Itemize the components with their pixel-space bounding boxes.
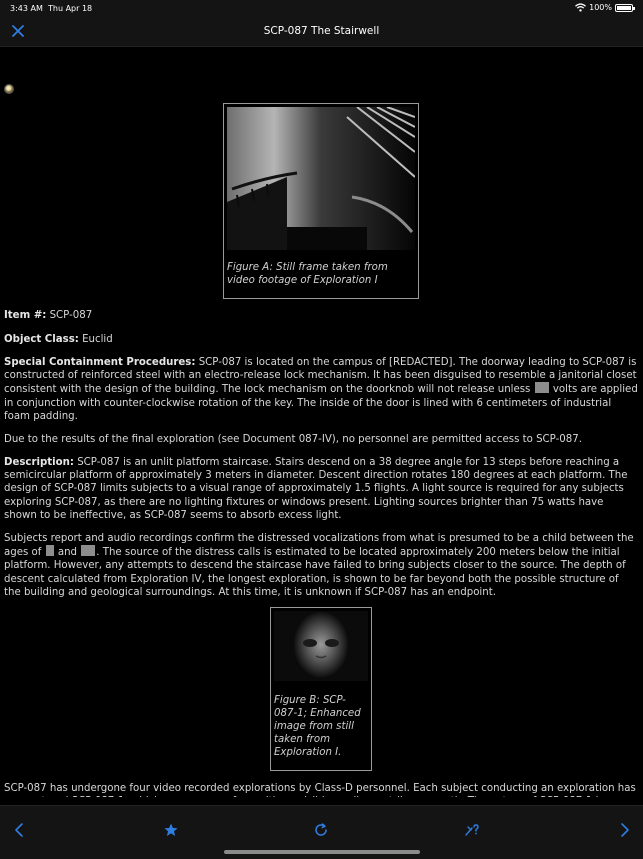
- bottom-toolbar: [0, 805, 643, 859]
- figure-a-caption: Figure A: Still frame taken from video footage of Exploration I: [227, 262, 388, 286]
- item-number: [4, 309, 638, 322]
- vocalizations-text-1: Subjects report and audio recordings confirm the distressed vocalizations from what is presumed to be a child between the ages of: [4, 533, 634, 559]
- rating-icon[interactable]: [4, 84, 14, 94]
- vocalizations-and: and: [57, 547, 78, 559]
- nav-bar: [0, 16, 643, 47]
- explorations-line-1: SCP-087 has undergone four video recorded explorations by Class-D personnel. Each subject conducting an exploration has: [4, 783, 636, 794]
- item-label: Item #:: [4, 310, 47, 321]
- wifi-icon: [575, 3, 586, 12]
- vocalizations-text-2: . The source of the distress calls is estimated to be located approximately 200 meters below the initial platform. However, any attempts to descend the staircase have failed to bring subjects closer to the source. The depth of descent calculated from Exploration IV, the longest exploration, is shown to be far beyond both the possible structure of the building and geological surroundings. At this time, it is unknown if SCP-087 has an endpoint.: [4, 547, 626, 598]
- face-photo: [274, 611, 368, 681]
- object-class-label: Object Class:: [4, 334, 79, 345]
- description-text: SCP-087 is an unlit platform staircase. Stairs descend on a 38 degree angle for 13 steps before reaching a semicircular platform of approximately 3 meters in diameter. Descent direction rotates 180 degrees at each platform. The design of SCP-087 limits subjects to a visual range of approximately 1.5 flights. A light source is required for any subjects exploring SCP-087, as there are no lighting fixtures or windows present. Lighting sources brighter than 75 watts have shown to be ineffective, as SCP-087 seems to absorb excess light.: [4, 457, 628, 521]
- stairwell-photo: [227, 107, 415, 250]
- chevron-left-icon[interactable]: [12, 822, 28, 838]
- containment-procedures: [4, 356, 638, 423]
- containment-label: Special Containment Procedures:: [4, 357, 196, 368]
- home-indicator[interactable]: [224, 850, 420, 854]
- description: [4, 456, 638, 522]
- refresh-icon[interactable]: [313, 822, 329, 838]
- battery-icon: [615, 4, 633, 12]
- status-time: 3:43 AM: [10, 4, 43, 13]
- exploration-note: Due to the results of the final exploration (see Document 087-IV), no personnel are permitted access to SCP-087.: [4, 434, 582, 445]
- battery-percent: 100%: [589, 3, 612, 12]
- page-title: SCP-087 The Stairwell: [263, 25, 380, 37]
- figure-b: [270, 607, 372, 771]
- status-bar: [0, 0, 643, 16]
- star-icon[interactable]: [163, 822, 179, 838]
- containment-text-2: volts are applied in conjunction with counter-clockwise rotation of the key. The inside of the door is lined with 6 centimeters of industrial foam padding.: [4, 384, 638, 422]
- figure-b-caption: Figure B: SCP-087-1; Enhanced image from still taken from Exploration I.: [274, 695, 361, 758]
- chevron-right-icon[interactable]: [616, 822, 632, 838]
- vocalizations: [4, 532, 638, 599]
- containment-text-1: SCP-087 is located on the campus of [REDACTED]. The doorway leading to SCP-087 is constructed of reinforced steel with an electro-release lock mechanism. It has been disguised to resemble a janitorial closet consistent with the design of the building. The lock mechanism on the doorknob will not release unless: [4, 357, 637, 396]
- figure-a: [223, 103, 419, 299]
- redacted-box: [535, 382, 549, 393]
- item-value: SCP-087: [49, 310, 93, 321]
- status-right: [575, 3, 633, 12]
- redacted-box: [46, 545, 54, 556]
- status-date: Thu Apr 18: [48, 4, 93, 13]
- object-class-value: Euclid: [82, 334, 113, 345]
- object-class: [4, 333, 638, 346]
- description-label: Description:: [4, 457, 74, 468]
- article-content[interactable]: [0, 47, 643, 805]
- random-icon[interactable]: [464, 822, 480, 838]
- redacted-box: [81, 545, 95, 556]
